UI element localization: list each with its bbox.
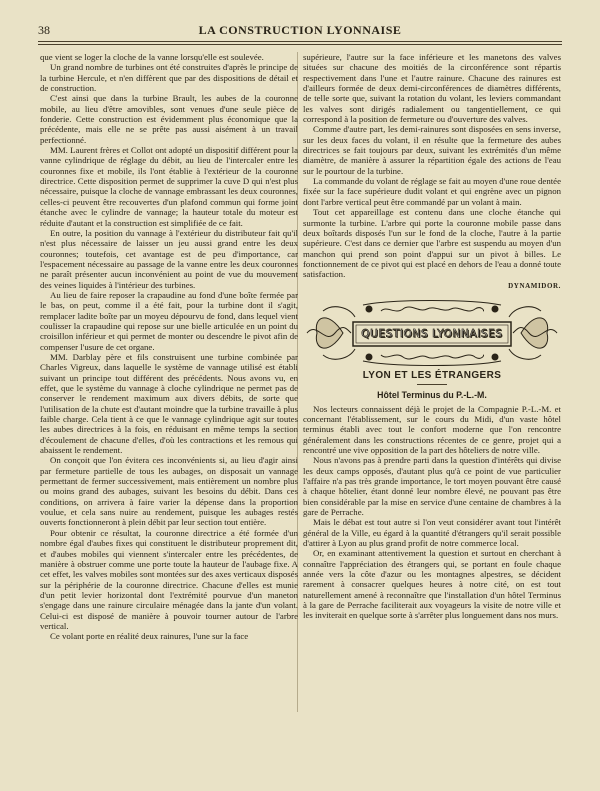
author-signature: DYNAMIDOR. xyxy=(508,281,561,290)
running-title: LA CONSTRUCTION LYONNAISE xyxy=(198,22,402,37)
paragraph: MM. Laurent frères et Collot ont adopté un dispositif différent pour la vanne cylindrique de réglage du débit, au lieu de l'intercaler entre les couronnes fixe et mobile, ils l'ont établie à l'extérieur de la couronne directrice. Cette disposition permet de supprimer la cuve D qui n'est plus nécessaire, puisque la cloche de vannage embrassant les deux couronnes, celles-ci peuvent être recouvertes d'un plafond commun qui forme joint étanche avec le cylindre de vannage; la hauteur totale du moteur est réduite d'autant et la construction est simplifiée de ce fait. xyxy=(40,145,298,228)
right-column xyxy=(303,52,561,621)
paragraph: Nous n'avons pas à prendre parti dans la question d'intérêts qui divise les deux camps opposés, d'autant plus qu'à ce point de vue particulier l'affaire n'a pas très grande importance, le tort moyen pouvant être causé à chaque hôtelier, étant donné leur nombre élevé, ne pouvant pas être bien considérable par la mise en service d'une centaine de chambres à la gare de Perrache. xyxy=(303,455,561,518)
header-rule-double xyxy=(38,44,562,45)
paragraph: Ce volant porte en réalité deux rainures, l'une sur la face xyxy=(50,631,249,642)
paragraph: La commande du volant de réglage se fait au moyen d'une roue dentée fixée sur la face supérieure dudit volant et qui engrène avec un pignon dont l'arbre vertical peut être commandé par un volant à main. xyxy=(303,176,561,207)
paragraph: C'est ainsi que dans la turbine Brault, les aubes de la couronne mobile, au lieu d'être amovibles, sont venues d'une seule pièce de fonderie. Cette construction est évidemment plus économique que la précédente, mais elle ne se prête pas aussi aisément à un travail perfectionné. xyxy=(40,93,298,145)
section-banner xyxy=(303,299,561,367)
paragraph: que vient se loger la cloche de la vanne lorsqu'elle est soulevée. xyxy=(40,52,264,62)
page-header xyxy=(38,22,562,38)
page-number: 38 xyxy=(38,22,50,37)
paragraph: On conçoit que l'on évitera ces inconvénients si, au lieu d'agir ainsi par fermeture partielle de tous les aubages, on disposait un vannage permettant de fermer successivement, mais entièrement un nombre plus ou moins grand des aubages, suivant les besoins du débit. Dans ces conditions, on arrivera à faire varier la dépense dans la proportion voulue, et cela sans nuire au rendement, puisque les aubages restés ouverts fonctionneront à plein débit par leur section tout entière. xyxy=(40,455,298,528)
section-title: LYON ET LES ÉTRANGERS xyxy=(362,369,502,381)
paragraph: MM. Darblay père et fils construisent une turbine combinée par Charles Vigreux, dans laquelle le système de vannage utilisé est établi suivant un principe tout différent des précédents. Nous avons vu, en effet, que le système du vannage à cloche cylindrique ne permet pas de conserver le rendement maximum aux divers débits, de sorte que l'utilisation de la chute est d'autant moindre que la turbine travaille à plus faible charge. Cela tient à ce que le vannage cylindrique agit sur toutes les aubes directrices à la fois, en réduisant en même temps la section d'écoulement de chacune d'elles, d'où les contractions et les remous qui abaissent le rendement. xyxy=(40,351,298,456)
paragraph: En outre, la position du vannage à l'extérieur du distributeur fait qu'il n'est plus nécessaire de laisser un jeu aussi grand entre les deux couronnes; toutefois, cet avantage est de peu d'importance, car l'espacement nécessaire au passage de la vanne entre les deux couronnes ne paraît présenter aucun inconvénient au point de vue du mouvement des veines liquides à l'intérieur des turbines. xyxy=(40,227,298,290)
paragraph: Comme d'autre part, les demi-rainures sont disposées en sens inverse, sur les deux faces du volant, il en résulte que la fermeture des aubes directrices se fait toujours par deux, suivant les extrémités d'un même diamètre, de manière à assurer la répartition égale des actions de l'eau sur le pourtour de la turbine. xyxy=(303,124,561,176)
header-rule xyxy=(38,41,562,42)
paragraph: Un grand nombre de turbines ont été construites d'après le principe de la turbine Hercule, et n'en diffèrent que par des dispositions de détail et de construction. xyxy=(40,62,298,94)
paragraph: supérieure, l'autre sur la face inférieure et les manetons des valves situées sur chacune des moitiés de la circonférence sont répartis respectivement dans l'une et l'autre rainure. Chacune des rainures est d'ailleurs formée de deux demi-circonférences de diamètres différents, de telle sorte que, suivant la rotation du volant, les leviers commandant les valves sont dirigés radialement ou tangentiellement, ce qui correspond à la position de fermeture ou d'ouverture des valves. xyxy=(303,52,561,125)
left-column xyxy=(40,52,298,642)
subsection-title: Hôtel Terminus du P.-L.-M. xyxy=(377,390,487,401)
paragraph: Mais le débat est tout autre si l'on veut considérer avant tout l'intérêt général de la Ville, eu égard à la quantité d'étrangers qu'il serait possible d'attirer à Lyon au plus grand profit de notre commerce local. xyxy=(303,517,561,549)
title-rule xyxy=(417,384,447,385)
paragraph: Nos lecteurs connaissent déjà le projet de la Compagnie P.-L.-M. et concernant l'établissement, sur le cours du Midi, d'un vaste hôtel terminus établi avec tout le confort moderne que l'on rencontre généralement dans les constructions récentes de ce genre, projet qui a rencontré une vive opposition de la part des hôteliers de notre ville. xyxy=(303,403,561,455)
paragraph: Pour obtenir ce résultat, la couronne directrice a été formée d'un nombre égal d'aubes fixes qui constituent le distributeur proprement dit, et d'aubes mobiles qui viennent s'intercaler entre les précédentes, de manière à obstruer comme une porte toute la hauteur de l'aubage fixe. A cet effet, les valves mobiles sont montées sur des axes verticaux disposés sur la périphérie de la couronne directrice. Chacune d'elles est munie d'un petit levier horizontal dont l'extrémité pourvue d'un maneton s'engage dans une rainure circulaire ménagée dans la jante d'un volant. Celui-ci est disposé de manière à pouvoir tourner autour de l'arbre vertical. xyxy=(40,527,298,631)
paragraph: Tout cet appareillage est contenu dans une cloche étanche qui surmonte la turbine. L'arbre qui porte la couronne mobile passe dans deux boîtards disposés l'un sur le fond de la cloche, l'autre à la partie supérieure. C'est dans ce dernier que l'arbre est suspendu au moyen d'un manchon qui prend son point d'appui sur un pivot à billes. Le fonctionnement de ce pivot qui est placé en dehors de l'eau a donné toute satisfaction. xyxy=(303,207,561,280)
paragraph: Or, en examinant attentivement la question et surtout en cherchant à connaître l'appréciation des étrangers qui, se portant en foule chaque année vers la côte d'azur ou les montagnes alpestres, se décident rarement à consacrer quelques heures à notre cité, on est tout naturellement amené à reconnaître que l'installation d'un hôtel Terminus à la gare de Perrache faciliterait aux voyageurs la visite de notre ville et les inviterait en quelque sorte à s'arrêter plus longuement dans nos murs. xyxy=(303,548,561,621)
paragraph: Au lieu de faire reposer la crapaudine au fond d'une boîte fermée par le bas, on peut, comme il a été fait, pour la turbine dont il s'agit, remplacer ladite boîte par un moyeu dépourvu de fond, dans lequel vient coulisser la crapaudine qui repose sur une bielle articulée en un point du croisillon inférieur et qui permet de monter ou descendre le pivot afin de compenser l'usure de cet organe. xyxy=(40,289,298,352)
banner-title: QUESTIONS LYONNAISES xyxy=(361,327,503,340)
